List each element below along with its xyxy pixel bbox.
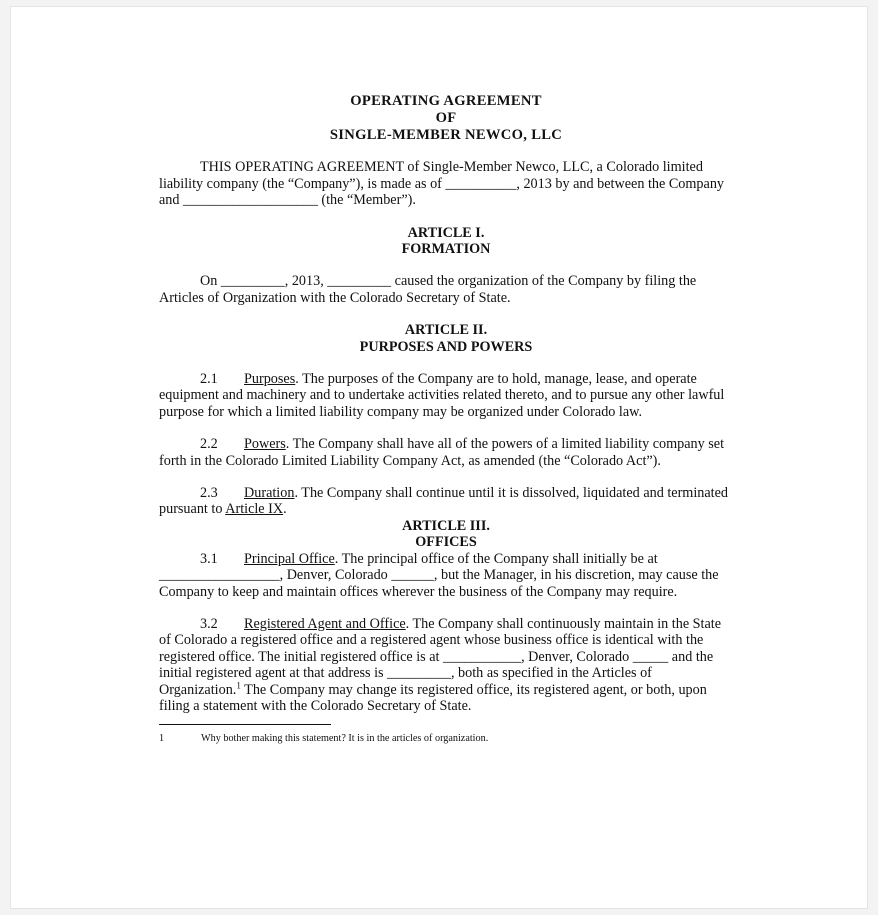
intro-paragraph: THIS OPERATING AGREEMENT of Single-Member Newco, LLC, a Colorado limited liability company (the “Company”), is made as of __________, 2013 by and between the Company and ___________________ (the “Member”). [159, 159, 725, 209]
section-text-continued: The Company may change its registered office, its registered agent, or both, upon filing a statement with the Colorado Secretary of State. [159, 681, 707, 714]
article-1-heading [159, 225, 733, 258]
section-end: . [283, 501, 287, 518]
article-ix-reference: Article IX [225, 501, 284, 518]
article-3-title: OFFICES [415, 534, 477, 551]
section-number: 2.1 [200, 371, 218, 388]
article-3-number: ARTICLE III. [402, 517, 490, 534]
title-line-3: SINGLE-MEMBER NEWCO, LLC [329, 126, 563, 143]
section-text: . The Company shall have all of the powers of a limited liability company set forth in the Colorado Limited Liability Company Act, as amended (the “Colorado Act”). [159, 436, 725, 469]
article-1-paragraph: On _________, 2013, _________ caused the organization of the Company by filing the Articles of Organization with the Colorado Secretary of State. [159, 273, 697, 306]
document-body [159, 93, 733, 745]
section-number: 2.3 [200, 485, 218, 502]
section-title: Purposes [244, 371, 296, 388]
article-3-heading [159, 518, 733, 551]
article-2-title: PURPOSES AND POWERS [359, 338, 533, 355]
section-title: Registered Agent and Office [244, 615, 406, 632]
section-2-3 [159, 485, 733, 518]
article-1-number: ARTICLE I. [407, 224, 485, 241]
section-2-2 [159, 436, 733, 469]
document-page [10, 6, 868, 909]
section-text: . The purposes of the Company are to hold, manage, lease, and operate equipment and machinery and to undertake activities related thereto, and to pursue any other lawful purpose for which a limited liability company may be organized under Colorado law. [159, 371, 725, 420]
section-number: 2.2 [200, 436, 218, 453]
section-3-1 [159, 551, 733, 600]
section-title: Duration [244, 485, 295, 502]
section-text: . The Company shall continue until it is dissolved, liquidated and terminated pursuant to [159, 485, 729, 518]
section-number: 3.2 [200, 615, 218, 632]
footnote-text: Why bother making this statement? It is in the articles of organization. [201, 733, 489, 745]
section-2-1 [159, 371, 733, 420]
footnote [159, 733, 733, 745]
document-title [159, 93, 733, 143]
section-title: Powers [244, 436, 286, 453]
article-1-title: FORMATION [401, 241, 491, 258]
section-3-2 [159, 616, 733, 714]
article-2-number: ARTICLE II. [404, 322, 488, 339]
title-line-2: OF [435, 109, 457, 126]
section-text: . The principal office of the Company shall initially be at _________________, Denver, Colorado ______, but the Manager, in his discretion, may cause the Company to keep and maintain offices wherever the business of the Company may require. [159, 550, 719, 600]
title-line-1: OPERATING AGREEMENT [350, 93, 542, 109]
article-2-heading [159, 322, 733, 355]
section-title: Principal Office [244, 550, 335, 567]
section-text: . The Company shall continuously maintain in the State of Colorado a registered office and a registered agent whose business office is identical with the registered office. The initial registered office is at ___________, Denver, Colorado _____ and the initial registered agent at that address is _________, both as specified in the Articles of Organization. [159, 615, 722, 698]
section-number: 3.1 [200, 550, 218, 567]
footnote-divider [159, 724, 331, 725]
footnote-reference[interactable]: 1 [236, 679, 241, 690]
footnote-mark: 1 [159, 733, 165, 745]
